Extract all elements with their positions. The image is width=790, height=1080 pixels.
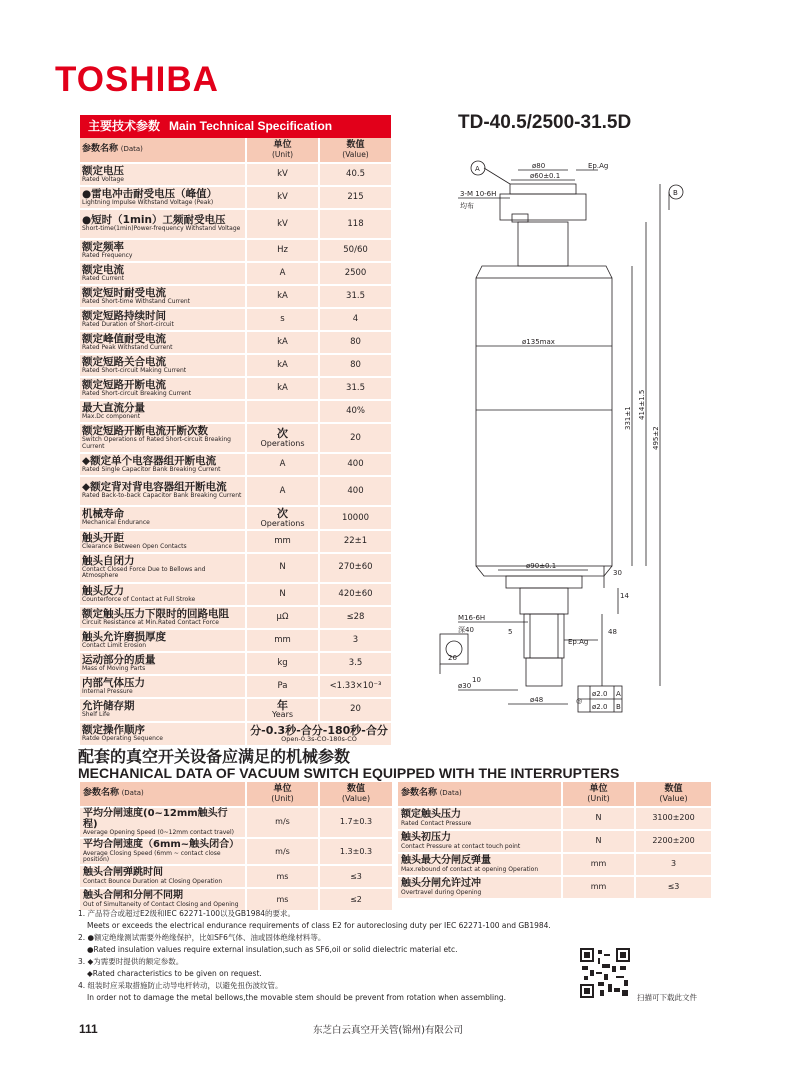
dim-30: 30	[613, 569, 622, 577]
mech-row	[398, 876, 711, 899]
spec-value: 3.5	[319, 652, 391, 675]
mech-param-name: 额定触头压力 Rated Contact Pressure	[398, 807, 562, 830]
dim-495: 495±2	[652, 426, 660, 450]
spec-value: 10000	[319, 506, 391, 530]
dim-26: 26	[448, 654, 457, 662]
spec-param-name: 机械寿命 Mechanical Endurance	[80, 506, 246, 530]
mech-title-en: MECHANICAL DATA OF VACUUM SWITCH EQUIPPED WITH THE INTERRUPTERS	[78, 765, 620, 781]
spec-row	[80, 506, 391, 530]
mech-unit: ms	[246, 888, 319, 911]
page-number: 111	[79, 1022, 98, 1036]
mech-param-name: 平均分闸速度(0~12mm触头行程) Average Opening Speed (0~12mm contact travel)	[80, 807, 246, 838]
datum-b-label: B	[673, 189, 678, 197]
mech-table-right	[398, 782, 711, 900]
spec-column-header	[80, 138, 391, 163]
toshiba-logo: TOSHIBA	[55, 60, 219, 99]
spec-param-name: 额定短路持续时间 Rated Duration of Short-circuit	[80, 308, 246, 331]
datum-a-label: A	[475, 165, 480, 173]
spec-unit: A	[246, 453, 319, 476]
interrupter-drawing	[418, 150, 698, 720]
spec-value: ≤28	[319, 606, 391, 629]
spec-value: 31.5	[319, 377, 391, 400]
spec-row	[80, 400, 391, 423]
tol-1: ø2.0	[592, 690, 608, 698]
spec-value: 420±60	[319, 583, 391, 606]
spec-row-operating-sequence	[80, 722, 391, 746]
tol-2: ø2.0	[592, 703, 608, 711]
main-spec-table	[80, 115, 391, 747]
footnote-line: ●Rated insulation values require external insulation,such as SF6,oil or solid dielectric material etc.	[87, 945, 458, 954]
spec-value: 2500	[319, 262, 391, 285]
col-unit-header: 单位 (Unit)	[246, 138, 319, 163]
mech-row	[80, 807, 392, 838]
spec-row	[80, 239, 391, 262]
spec-unit: Pa	[246, 675, 319, 698]
mech-param-name: 触头合闸和分闸不同期 Out of Simultaneity of Contact Closing and Opening	[80, 888, 246, 911]
spec-row	[80, 629, 391, 652]
spec-value: 118	[319, 209, 391, 239]
spec-unit: Hz	[246, 239, 319, 262]
col-value-header: 数值 (Value)	[319, 138, 391, 163]
spec-param-name: 额定短路开断电流 Rated Short-circuit Breaking Current	[80, 377, 246, 400]
footnote-line: ◆Rated characteristics to be given on request.	[87, 969, 262, 978]
dim-d48: ø48	[530, 696, 544, 704]
dim-d30: ø30	[458, 682, 472, 690]
spec-value: 80	[319, 331, 391, 354]
spec-row	[80, 583, 391, 606]
spec-value: 400	[319, 453, 391, 476]
mech-value: ≤2	[319, 888, 392, 911]
footnote-line: In order not to damage the metal bellows,the movable stem should be prevent from rotation when assembling.	[87, 993, 506, 1002]
spec-param-name: 额定触头压力下限时的回路电阻 Circuit Resistance at Min.Rated Contact Force	[80, 606, 246, 629]
spec-row	[80, 606, 391, 629]
spec-row	[80, 308, 391, 331]
spec-row	[80, 262, 391, 285]
spec-param-name: ●雷电冲击耐受电压（峰值） Lightning Impulse Withstand Voltage (Peak)	[80, 186, 246, 209]
spec-title-cn: 主要技术参数	[88, 119, 161, 134]
spec-value: 80	[319, 354, 391, 377]
spec-param-name: 额定短路开断电流开断次数 Switch Operations of Rated Short-circuit Breaking Current	[80, 423, 246, 453]
spec-unit: kA	[246, 285, 319, 308]
spec-param-name: 触头开距 Clearance Between Open Contacts	[80, 530, 246, 553]
spec-value: 50/60	[319, 239, 391, 262]
dim-14: 14	[620, 592, 629, 600]
spec-value: 20	[319, 698, 391, 722]
thread-depth: 深40	[458, 626, 474, 634]
model-number: TD-40.5/2500-31.5D	[458, 112, 632, 133]
dim-d90: ø90±0.1	[526, 562, 557, 570]
spec-param-name: 内部气体压力 Internal Pressure	[80, 675, 246, 698]
spec-operating-sequence-value: 分-0.3秒-合分-180秒-合分 Open-0.3s-CO-180s-CO	[246, 722, 391, 746]
spec-table-title	[80, 115, 391, 138]
spec-param-name: ◆额定背对背电容器组开断电流 Rated Back-to-back Capacitor Bank Breaking Current	[80, 476, 246, 506]
spec-value: <1.33×10⁻³	[319, 675, 391, 698]
spec-unit: kA	[246, 377, 319, 400]
spec-unit: 年 Years	[246, 698, 319, 722]
dim-d135: ø135max	[522, 338, 555, 346]
spec-param-name: 最大直流分量 Max.Dc component	[80, 400, 246, 423]
footnote-line: 4. 组装时应采取措施防止动导电杆转动，以避免扭伤波纹管。	[78, 981, 283, 990]
spec-value: 400	[319, 476, 391, 506]
mech-unit: mm	[562, 853, 635, 876]
spec-row	[80, 285, 391, 308]
footnote-line: 1. 产品符合或超过E2级和IEC 62271-100以及GB1984的要求。	[78, 909, 296, 918]
spec-param-name: 触头允许磨损厚度 Contact Limit Erosion	[80, 629, 246, 652]
footnotes	[78, 908, 578, 1004]
spec-row	[80, 476, 391, 506]
mech-unit: mm	[562, 876, 635, 899]
spec-unit: A	[246, 262, 319, 285]
spec-param-name: 额定电压 Rated Voltage	[80, 163, 246, 186]
mech-param-name: 触头合闸弹跳时间 Contact Bounce Duration at Closing Operation	[80, 865, 246, 888]
thread-uniform: 均布	[460, 202, 474, 210]
mech-value: 2200±200	[635, 830, 711, 853]
mech-row	[80, 838, 392, 865]
dim-48v: 48	[608, 628, 617, 636]
spec-param-name: 额定峰值耐受电流 Rated Peak Withstand Current	[80, 331, 246, 354]
spec-param-name: ●短时（1min）工频耐受电压 Short-time(1min)Power-frequency Withstand Voltage	[80, 209, 246, 239]
spec-param-name: 额定操作顺序 Ratde Operating Sequence	[80, 722, 246, 746]
spec-row	[80, 698, 391, 722]
mech-param-name: 平均合闸速度（6mm~触头闭合） Average Closing Speed (6mm ~ contact close position)	[80, 838, 246, 865]
mech-unit: ms	[246, 865, 319, 888]
spec-row	[80, 331, 391, 354]
spec-value: 3	[319, 629, 391, 652]
qr-code-icon[interactable]	[580, 948, 630, 998]
dim-d60: ø60±0.1	[530, 172, 561, 180]
spec-row	[80, 652, 391, 675]
spec-unit: kg	[246, 652, 319, 675]
spec-param-name: 触头自闭力 Contact Closed Force Due to Bellows and Atmosphere	[80, 553, 246, 583]
mech-param-name: 触头初压力 Contact Pressure at contact touch point	[398, 830, 562, 853]
spec-unit: N	[246, 583, 319, 606]
dim-10: 10	[472, 676, 481, 684]
mech-unit: m/s	[246, 838, 319, 865]
mech-value: 3100±200	[635, 807, 711, 830]
tol-1-ref: A	[616, 690, 621, 698]
mech-left-header: 参数名称 (Data) 单位 (Unit) 数值 (Value)	[80, 782, 392, 807]
col-name-header: 参数名称 (Data)	[80, 138, 246, 163]
dim-d80: ø80	[532, 162, 546, 170]
footnote-line: 2. ●额定绝缘测试需要外绝缘保护，比如SF6气体、油或固体绝缘材料等。	[78, 933, 326, 942]
mech-value: ≤3	[635, 876, 711, 899]
spec-unit: mm	[246, 530, 319, 553]
finish-bottom: Ep.Ag	[568, 638, 589, 646]
tol-2-ref: B	[616, 703, 621, 711]
spec-unit: kV	[246, 163, 319, 186]
spec-param-name: 额定电流 Rated Current	[80, 262, 246, 285]
spec-row	[80, 553, 391, 583]
spec-value: 40%	[319, 400, 391, 423]
thread-spec: 3-M 10-6H	[460, 190, 497, 198]
mech-value: 1.3±0.3	[319, 838, 392, 865]
mech-param-name: 触头最大分闸反弹量 Max.rebound of contact at opening Operation	[398, 853, 562, 876]
mech-value: 1.7±0.3	[319, 807, 392, 838]
spec-unit: kA	[246, 331, 319, 354]
mech-table-left	[80, 782, 392, 912]
spec-param-name: ◆额定单个电容器组开断电流 Rated Single Capacitor Bank Breaking Current	[80, 453, 246, 476]
spec-row	[80, 423, 391, 453]
footnote-line: Meets or exceeds the electrical endurance requirements of class E2 for autoreclosing duty per IEC 62271-100 and GB1984.	[87, 921, 551, 930]
mech-param-name: 触头分闸允许过冲 Overtravel during Opening	[398, 876, 562, 899]
spec-value: 4	[319, 308, 391, 331]
spec-value: 22±1	[319, 530, 391, 553]
dim-331: 331±1	[624, 406, 632, 430]
spec-row	[80, 209, 391, 239]
finish-top: Ep.Ag	[588, 162, 609, 170]
position-symbol-icon: ◎	[576, 697, 583, 705]
spec-value: 20	[319, 423, 391, 453]
spec-unit: μΩ	[246, 606, 319, 629]
spec-param-name: 触头反力 Counterforce of Contact at Full Stroke	[80, 583, 246, 606]
spec-unit	[246, 400, 319, 423]
spec-value: 270±60	[319, 553, 391, 583]
mech-unit: N	[562, 830, 635, 853]
spec-unit: kA	[246, 354, 319, 377]
dim-5: 5	[508, 628, 513, 636]
spec-param-name: 运动部分的质量 Mass of Moving Parts	[80, 652, 246, 675]
spec-unit: kV	[246, 209, 319, 239]
mech-row	[398, 830, 711, 853]
mech-row	[398, 853, 711, 876]
mech-unit: m/s	[246, 807, 319, 838]
mech-row	[398, 807, 711, 830]
spec-unit: 次 Operations	[246, 423, 319, 453]
spec-unit: 次 Operations	[246, 506, 319, 530]
dim-414: 414±1.5	[638, 389, 646, 420]
mech-title-cn: 配套的真空开关设备应满足的机械参数	[78, 747, 351, 766]
spec-value: 31.5	[319, 285, 391, 308]
spec-param-name: 额定短路关合电流 Rated Short-circuit Making Current	[80, 354, 246, 377]
spec-unit: kV	[246, 186, 319, 209]
thread-m16: M16-6H	[458, 614, 486, 622]
spec-unit: s	[246, 308, 319, 331]
footnote-line: 3. ◆为需要时提供的额定参数。	[78, 957, 184, 966]
spec-row	[80, 675, 391, 698]
spec-row	[80, 354, 391, 377]
spec-value: 215	[319, 186, 391, 209]
mech-row	[80, 865, 392, 888]
mech-right-header: 参数名称 (Data) 单位 (Unit) 数值 (Value)	[398, 782, 711, 807]
spec-unit: mm	[246, 629, 319, 652]
spec-unit: A	[246, 476, 319, 506]
qr-caption: 扫描可下载此文件	[637, 993, 697, 1002]
spec-row	[80, 163, 391, 186]
mech-value: 3	[635, 853, 711, 876]
spec-row	[80, 530, 391, 553]
spec-unit: N	[246, 553, 319, 583]
spec-param-name: 额定短时耐受电流 Rated Short-time Withstand Current	[80, 285, 246, 308]
spec-row	[80, 453, 391, 476]
mech-value: ≤3	[319, 865, 392, 888]
mech-unit: N	[562, 807, 635, 830]
spec-title-en: Main Technical Specification	[168, 119, 333, 134]
spec-param-name: 允许储存期 Shelf Life	[80, 698, 246, 722]
spec-value: 40.5	[319, 163, 391, 186]
spec-row	[80, 186, 391, 209]
company-name: 东芝白云真空开关管(锦州)有限公司	[313, 1025, 463, 1036]
spec-row	[80, 377, 391, 400]
spec-param-name: 额定频率 Rated Frequency	[80, 239, 246, 262]
